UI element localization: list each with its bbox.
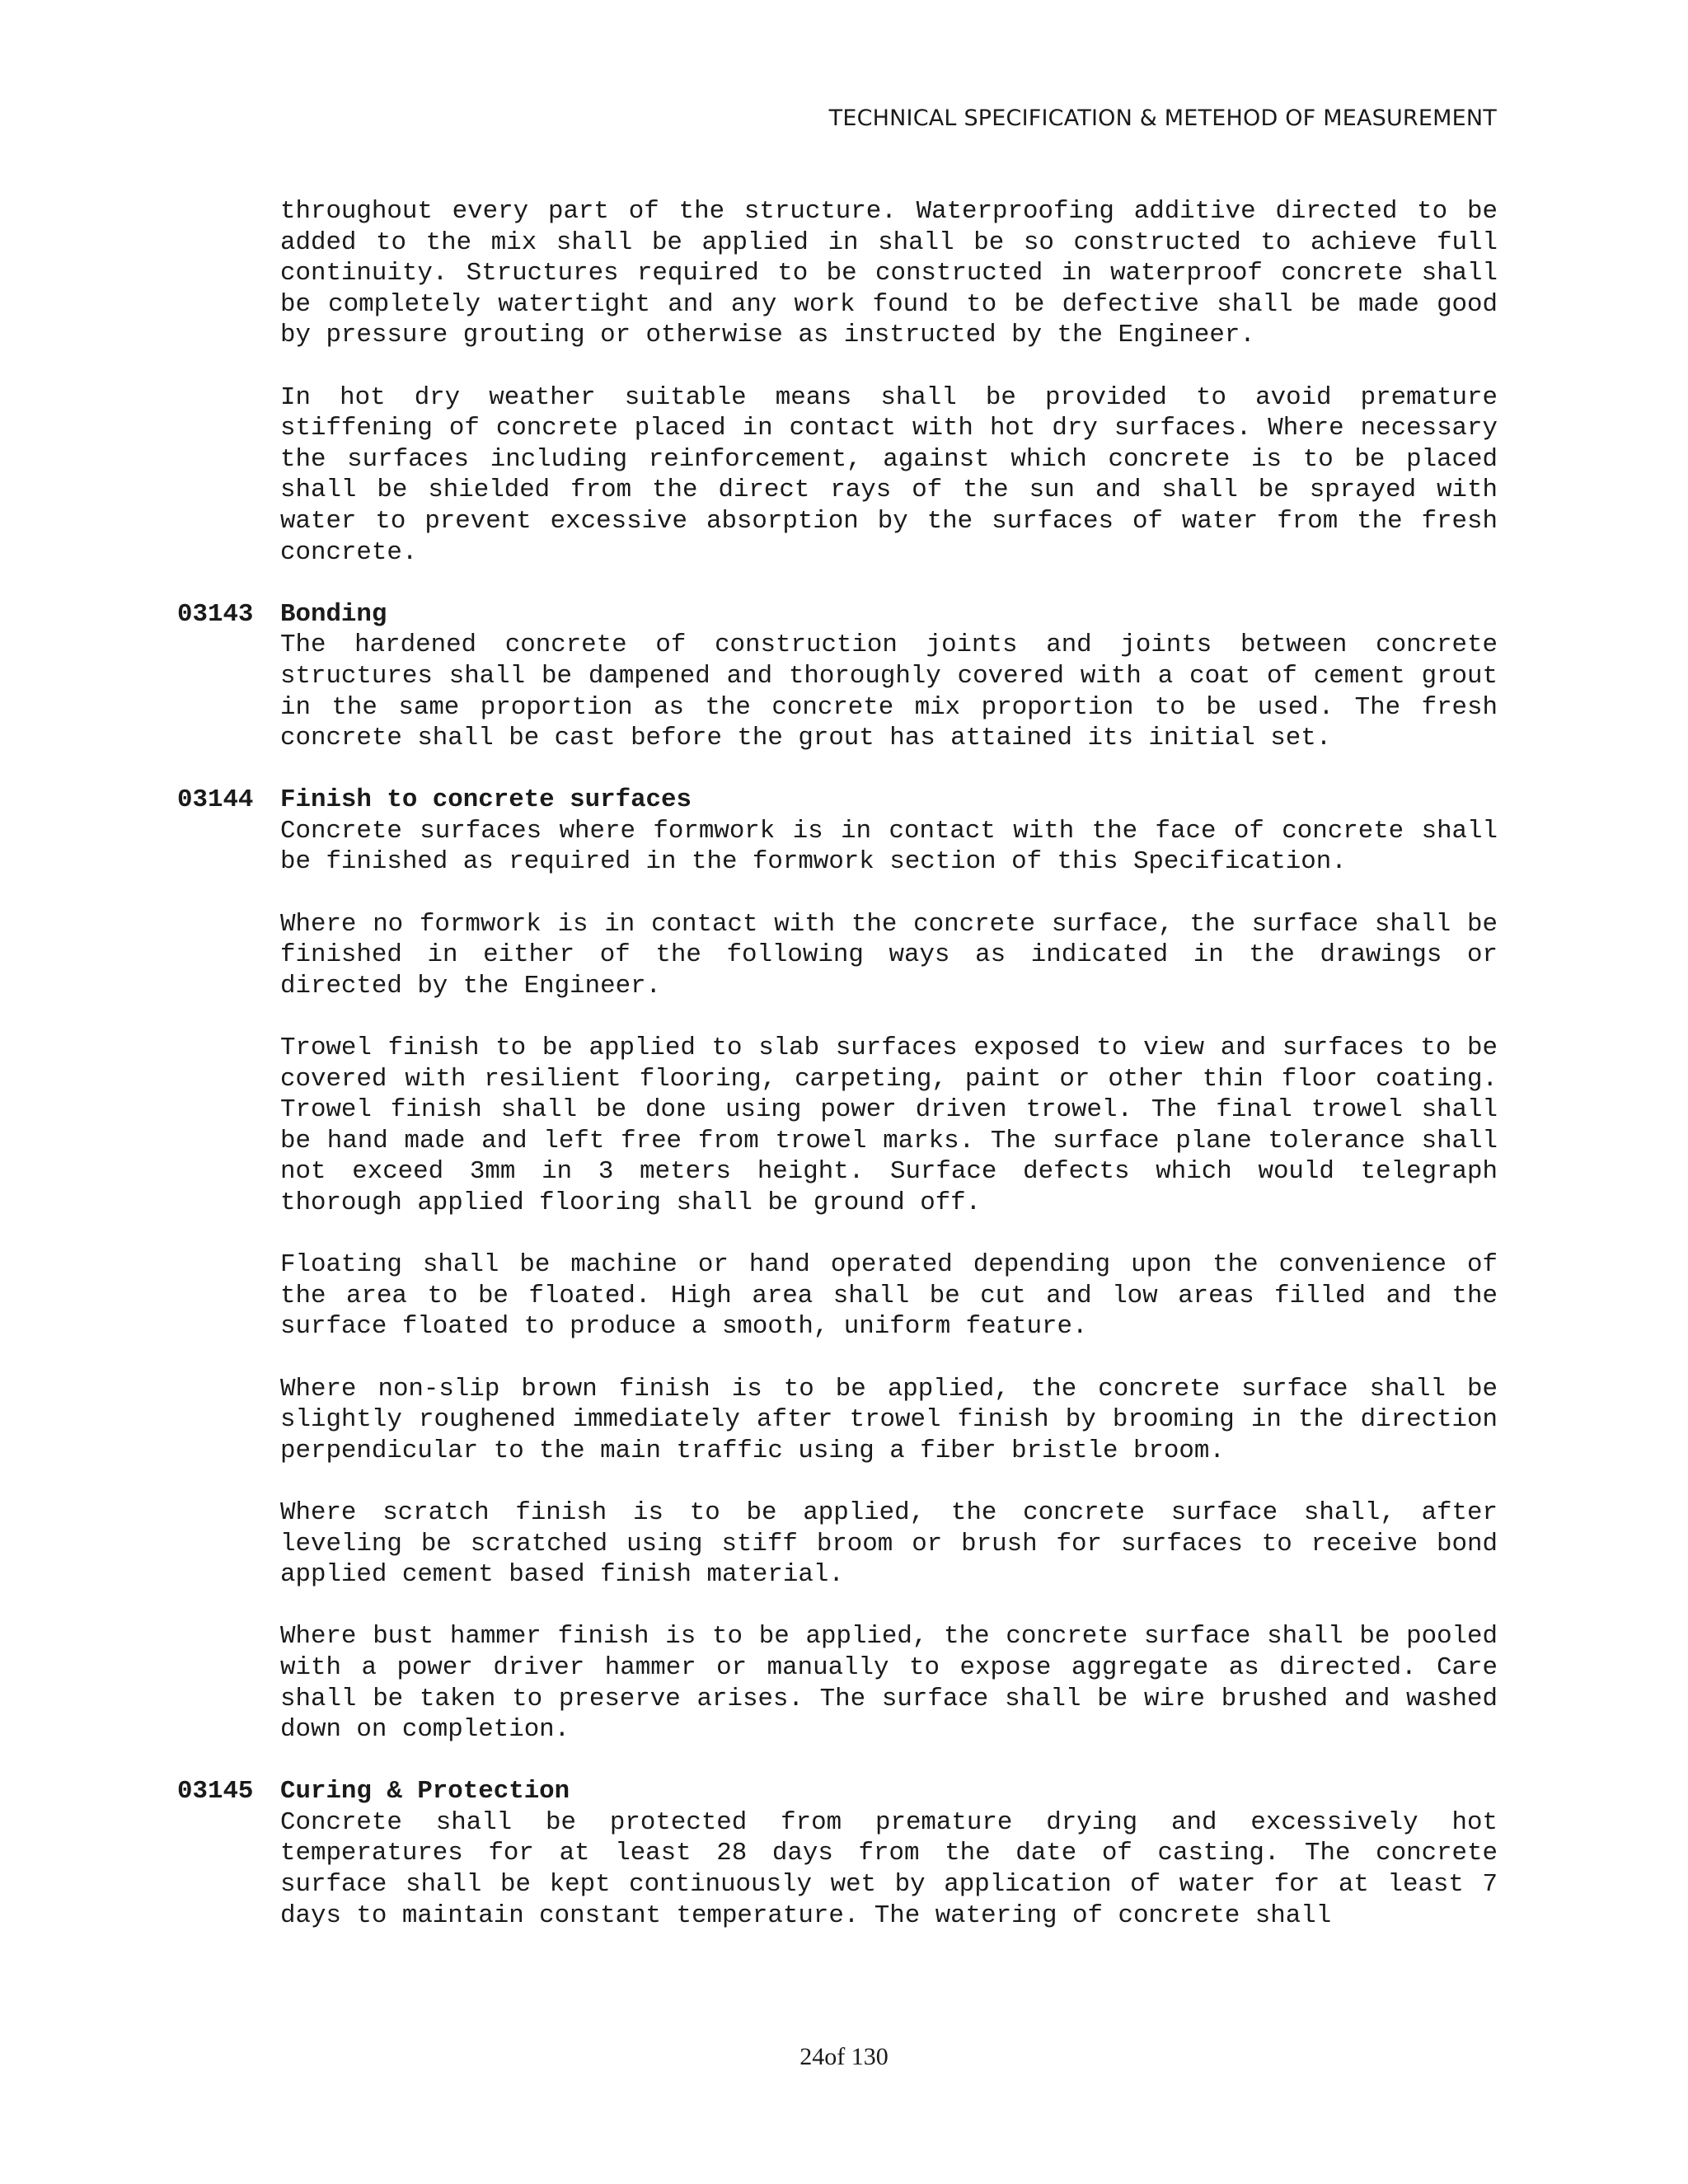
paragraph-gap — [177, 878, 1498, 909]
paragraph-gap — [177, 1343, 1498, 1374]
section-title: Curing & Protection — [280, 1777, 570, 1807]
section-number: 03143 — [177, 599, 254, 629]
paragraph-no-formwork: Where no formwork is in contact with the concrete surface, the surface shall be finished in either of the following ways as indicated in the drawings or directed by the Engineer. — [280, 909, 1498, 1001]
section-number: 03144 — [177, 785, 254, 815]
paragraph-non-slip: Where non-slip brown finish is to be applied, the concrete surface shall be slightly roughened immediately after trowel finish by brooming in the direction perpendicular to the main traffic using a fiber bristle broom. — [280, 1374, 1498, 1465]
paragraph-gap — [177, 1466, 1498, 1497]
section-title: Bonding — [280, 599, 387, 629]
paragraph-gap — [177, 1001, 1498, 1033]
page-number: 24of 130 — [799, 2043, 889, 2070]
section-heading-curing — [177, 1776, 1498, 1807]
paragraph-curing: Concrete shall be protected from premature drying and excessively hot temperatures for at least 28 days from the date of casting. The concrete surface shall be kept continuously wet by application of water for at least 7 days to maintain constant temperature. The watering of concrete shall — [280, 1807, 1498, 1930]
section-title: Finish to concrete surfaces — [280, 785, 692, 815]
section-heading-bonding — [177, 599, 1498, 630]
paragraph-bonding: The hardened concrete of construction joints and joints between concrete structures shall be dampened and thoroughly covered with a coat of cement grout in the same proportion as the concrete mix proportion to be used. The fresh concrete shall be cast before the grout has attained its initial set. — [280, 630, 1498, 753]
paragraph-gap — [177, 351, 1498, 382]
paragraph-hot-weather: In hot dry weather suitable means shall be provided to avoid premature stiffening of concrete placed in contact with hot dry surfaces. Where necessary the surfaces including reinforcement, against which concrete is to be placed shall be shielded from the direct rays of the sun and shall be sprayed with water to prevent excessive absorption by the surfaces of water from the fresh concrete. — [280, 382, 1498, 567]
paragraph-trowel-finish: Trowel finish to be applied to slab surfaces exposed to view and surfaces to be covered with resilient flooring, carpeting, paint or other thin floor coating. Trowel finish shall be done using power driven trowel. The final trowel shall be hand made and left free from trowel marks. The surface plane tolerance shall not exceed 3mm in 3 meters height. Surface defects which would telegraph thorough applied flooring shall be ground off. — [280, 1033, 1498, 1217]
paragraph-gap — [177, 1591, 1498, 1622]
paragraph-gap — [177, 568, 1498, 599]
paragraph-formwork-finish: Concrete surfaces where formwork is in contact with the face of concrete shall be finished as required in the formwork section of this Specification. — [280, 816, 1498, 877]
paragraph-gap — [177, 1219, 1498, 1250]
paragraph-gap — [177, 754, 1498, 785]
section-heading-finish — [177, 785, 1498, 816]
document-body — [177, 196, 1498, 1931]
paragraph-floating: Floating shall be machine or hand operated depending upon the convenience of the area to be floated. High area shall be cut and low areas filled and the surface floated to produce a smooth, uniform feature. — [280, 1250, 1498, 1342]
paragraph-waterproofing: throughout every part of the structure. Waterproofing additive directed to be added to the mix shall be applied in shall be so constructed to achieve full continuity. Structures required to be constructed in waterproof concrete shall be completely watertight and any work found to be defective shall be made good by pressure grouting or otherwise as instructed by the Engineer. — [280, 197, 1498, 350]
paragraph-bush-hammer: Where bust hammer finish is to be applied, the concrete surface shall be pooled with a power driver hammer or manually to expose aggregate as directed. Care shall be taken to preserve arises. The surface shall be wire brushed and washed down on completion. — [280, 1622, 1498, 1745]
section-number: 03145 — [177, 1777, 254, 1807]
paragraph-scratch-finish: Where scratch finish is to be applied, the concrete surface shall, after leveling be scratched using stiff broom or brush for surfaces to receive bond applied cement based finish material. — [280, 1497, 1498, 1590]
page-header-title: TECHNICAL SPECIFICATION & METEHOD OF MEASUREMENT — [828, 105, 1497, 131]
paragraph-gap — [177, 1746, 1498, 1777]
